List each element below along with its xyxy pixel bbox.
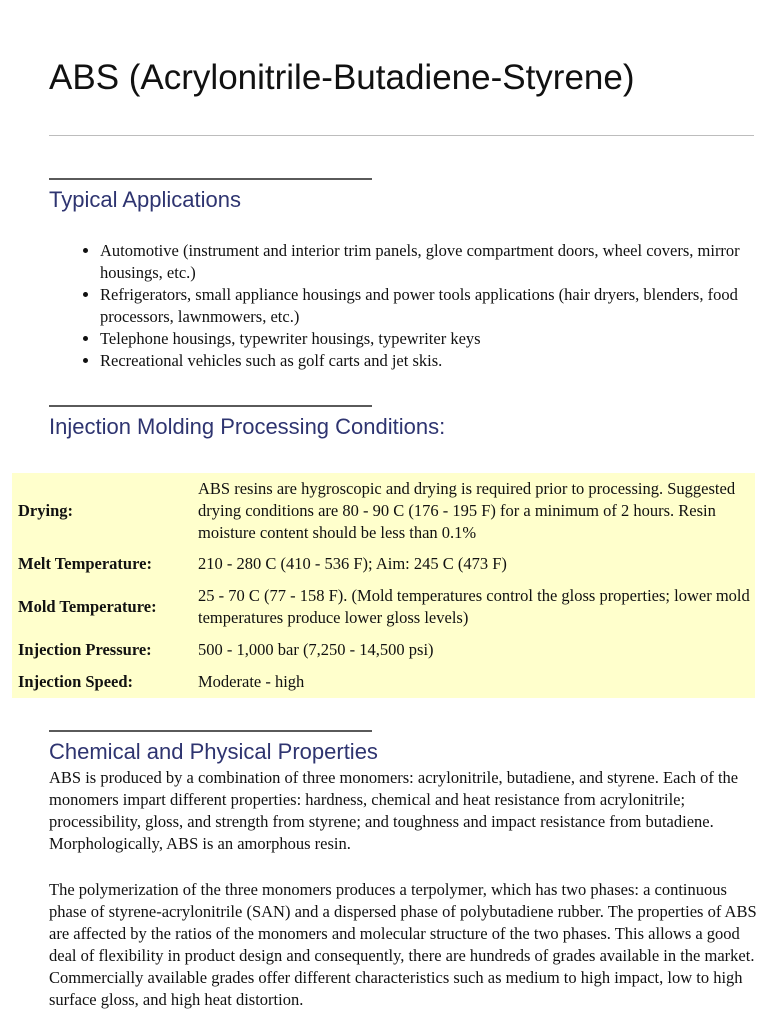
table-row: [12, 473, 755, 548]
condition-label: Drying:: [18, 500, 73, 520]
condition-label: Injection Speed:: [18, 672, 134, 691]
condition-value: 500 - 1,000 bar (7,250 - 14,500 psi): [198, 640, 434, 659]
condition-label: Injection Pressure:: [18, 640, 152, 659]
properties-paragraph: ABS is produced by a combination of three monomers: acrylonitrile, butadiene, and styrene. Each of the monomers impart different properties: hardness, chemical and heat resistance from acrylonitrile; processibility, gloss, and strength from styrene; and toughness and impact resistance from butadiene. Morphologically, ABS is an amorphous resin.: [49, 768, 739, 853]
page-title: ABS (Acrylonitrile-Butadiene-Styrene): [49, 58, 635, 97]
section-divider-applications: [49, 178, 372, 180]
applications-list: [68, 240, 768, 372]
list-item: • Recreational vehicles such as golf carts and jet skis.: [100, 350, 768, 372]
table-row: [12, 548, 755, 580]
section-divider-processing: [49, 405, 372, 407]
condition-value: 210 - 280 C (410 - 536 F); Aim: 245 C (473 F): [198, 554, 507, 573]
processing-conditions-table: [12, 473, 755, 698]
table-row: [12, 666, 755, 698]
list-item: • Automotive (instrument and interior trim panels, glove compartment doors, wheel covers, mirror housings, etc.): [100, 240, 768, 284]
condition-label: Melt Temperature:: [18, 554, 152, 573]
condition-value: 25 - 70 C (77 - 158 F). (Mold temperatures control the gloss properties; lower mold temperatures produce lower gloss levels): [198, 586, 750, 627]
condition-value: ABS resins are hygroscopic and drying is required prior to processing. Suggested drying conditions are 80 - 90 C (176 - 195 F) for a minimum of 2 hours. Resin moisture content should be less than 0.1%: [198, 478, 736, 542]
list-item: • Refrigerators, small appliance housings and power tools applications (hair dryers, blenders, food processors, lawnmowers, etc.): [100, 284, 768, 328]
table-row: [12, 580, 755, 634]
condition-label: Mold Temperature:: [18, 597, 157, 616]
section-divider-properties: [49, 730, 372, 732]
table-row: [12, 634, 755, 666]
section-heading-applications: Typical Applications: [49, 187, 241, 212]
properties-paragraph: The polymerization of the three monomers produces a terpolymer, which has two phases: a continuous phase of styrene-acrylonitrile (SAN) and a dispersed phase of polybutadiene rubber. The properties of ABS are affected by the ratios of the monomers and molecular structure of the two phases. This allows a good deal of flexibility in product design and consequently, there are hundreds of grades available in the market. Commercially available grades offer different characteristics such as medium to high impact, low to high surface gloss, and high heat distortion.: [49, 880, 757, 1009]
title-divider: [49, 135, 754, 136]
section-heading-properties: Chemical and Physical Properties: [49, 739, 378, 764]
section-heading-processing: Injection Molding Processing Conditions:: [49, 414, 446, 439]
condition-value: Moderate - high: [198, 672, 305, 691]
list-item: • Telephone housings, typewriter housings, typewriter keys: [100, 328, 768, 350]
